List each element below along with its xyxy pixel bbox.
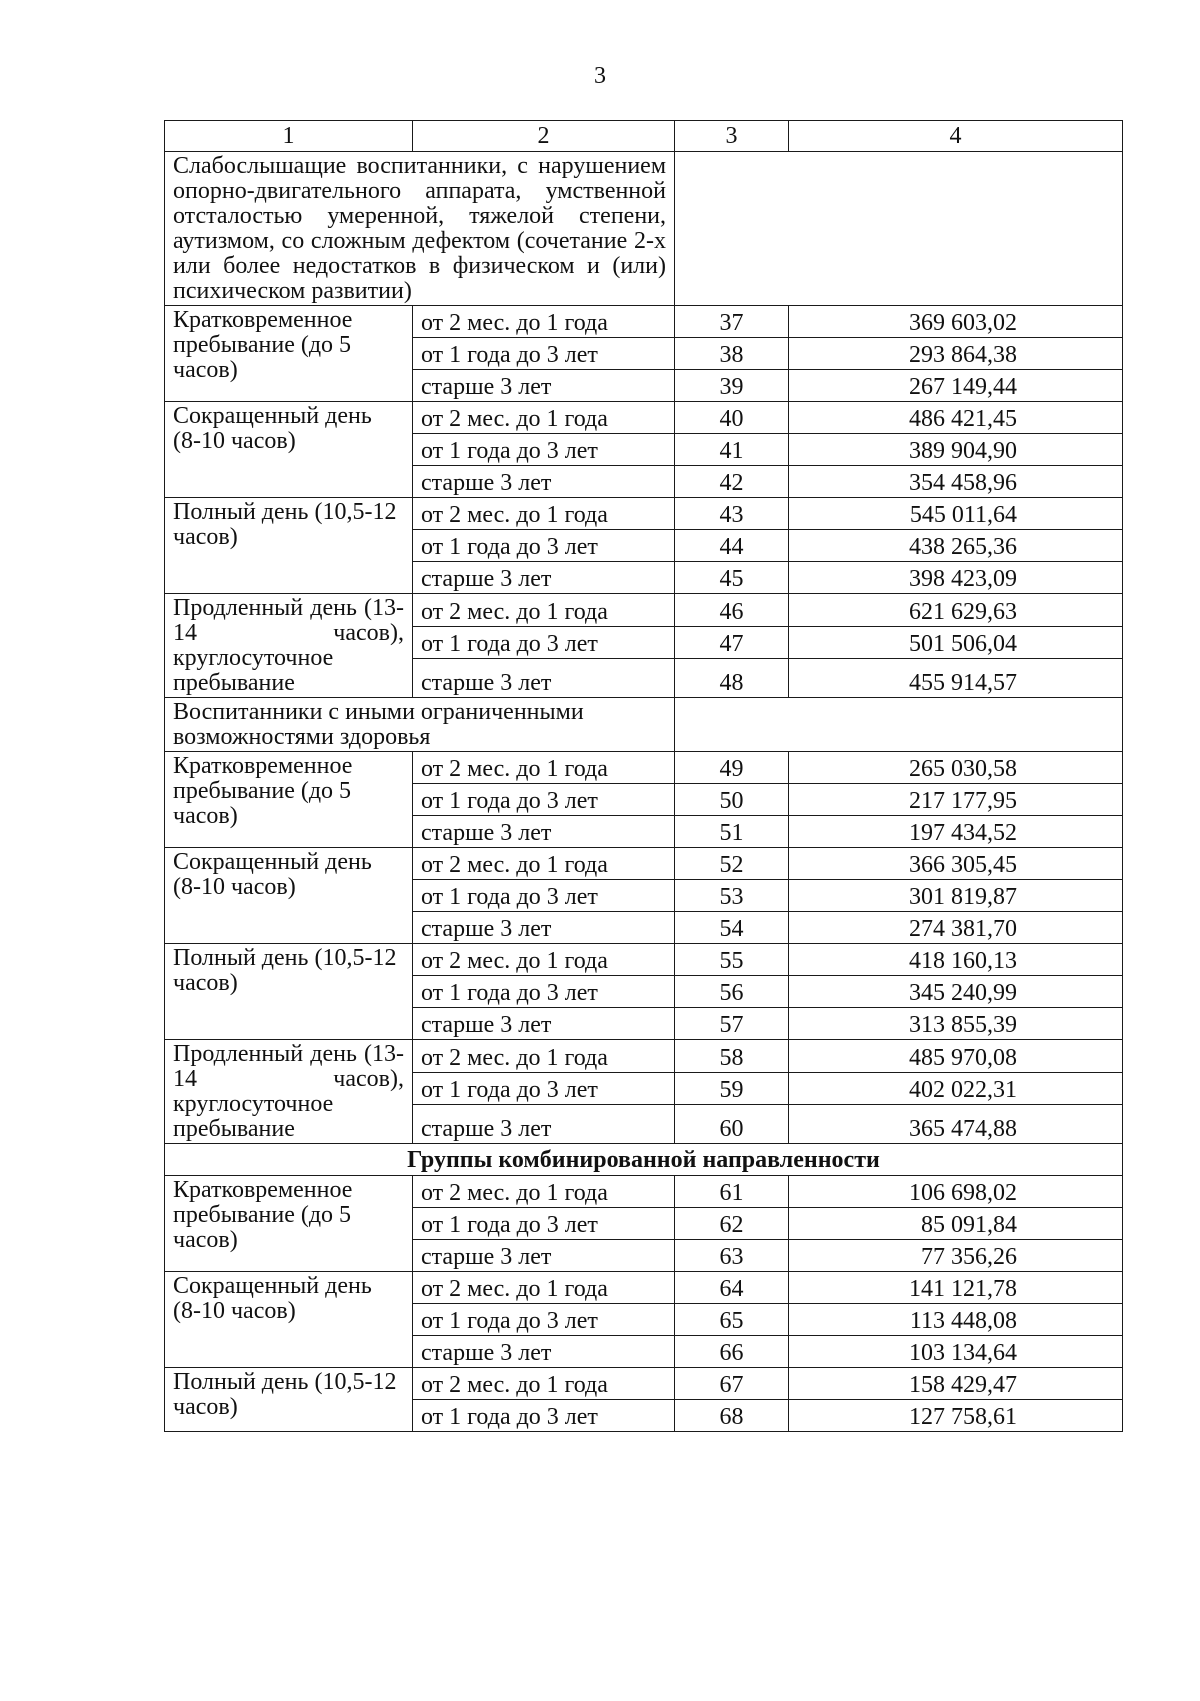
table-row	[165, 944, 1123, 976]
code-cell: 62	[675, 1208, 789, 1240]
mode-cell: Сокращенный день (8-10 часов)	[165, 848, 413, 944]
page-number: 3	[594, 63, 606, 89]
column-header: 3	[675, 121, 789, 152]
age-cell: от 1 года до 3 лет	[413, 1208, 675, 1240]
section-title: Группы комбинированной направленности	[165, 1144, 1123, 1176]
value-cell: 354 458,96	[789, 466, 1123, 498]
value-cell: 438 265,36	[789, 530, 1123, 562]
value-cell: 545 011,64	[789, 498, 1123, 530]
value-cell: 217 177,95	[789, 784, 1123, 816]
age-cell: от 1 года до 3 лет	[413, 1400, 675, 1432]
value-cell: 158 429,47	[789, 1368, 1123, 1400]
code-cell: 53	[675, 880, 789, 912]
value-cell: 501 506,04	[789, 626, 1123, 659]
age-cell: от 1 года до 3 лет	[413, 626, 675, 659]
age-cell: от 1 года до 3 лет	[413, 976, 675, 1008]
age-cell: старше 3 лет	[413, 659, 675, 698]
code-cell: 52	[675, 848, 789, 880]
code-cell: 67	[675, 1368, 789, 1400]
age-cell: старше 3 лет	[413, 370, 675, 402]
age-cell: старше 3 лет	[413, 1240, 675, 1272]
column-header: 2	[413, 121, 675, 152]
age-cell: старше 3 лет	[413, 1105, 675, 1144]
mode-cell: Кратковременное пребывание (до 5 часов)	[165, 306, 413, 402]
age-cell: от 2 мес. до 1 года	[413, 1040, 675, 1073]
age-cell: от 1 года до 3 лет	[413, 434, 675, 466]
table-row	[165, 1176, 1123, 1208]
age-cell: старше 3 лет	[413, 466, 675, 498]
code-cell: 58	[675, 1040, 789, 1073]
age-cell: старше 3 лет	[413, 912, 675, 944]
value-cell: 85 091,84	[789, 1208, 1123, 1240]
value-cell: 485 970,08	[789, 1040, 1123, 1073]
age-cell: от 1 года до 3 лет	[413, 1304, 675, 1336]
section-row	[165, 152, 1123, 306]
value-cell: 113 448,08	[789, 1304, 1123, 1336]
age-cell: старше 3 лет	[413, 816, 675, 848]
age-cell: от 1 года до 3 лет	[413, 530, 675, 562]
table-row	[165, 306, 1123, 338]
value-cell: 389 904,90	[789, 434, 1123, 466]
code-cell: 63	[675, 1240, 789, 1272]
value-cell: 265 030,58	[789, 752, 1123, 784]
age-cell: от 2 мес. до 1 года	[413, 594, 675, 627]
table-row	[165, 1368, 1123, 1400]
age-cell: от 1 года до 3 лет	[413, 338, 675, 370]
empty-cell	[675, 698, 1123, 752]
age-cell: от 1 года до 3 лет	[413, 784, 675, 816]
code-cell: 66	[675, 1336, 789, 1368]
age-cell: от 2 мес. до 1 года	[413, 498, 675, 530]
table-row	[165, 1272, 1123, 1304]
code-cell: 45	[675, 562, 789, 594]
age-cell: от 2 мес. до 1 года	[413, 752, 675, 784]
mode-cell: Продленный день (13-14 часов), круглосуточное пребывание	[165, 1040, 413, 1144]
value-cell: 398 423,09	[789, 562, 1123, 594]
value-cell: 103 134,64	[789, 1336, 1123, 1368]
value-cell: 77 356,26	[789, 1240, 1123, 1272]
section-title: Воспитанники с иными ограниченными возможностями здоровья	[165, 698, 675, 752]
section-row	[165, 698, 1123, 752]
value-cell: 313 855,39	[789, 1008, 1123, 1040]
value-cell: 127 758,61	[789, 1400, 1123, 1432]
code-cell: 51	[675, 816, 789, 848]
code-cell: 68	[675, 1400, 789, 1432]
value-cell: 455 914,57	[789, 659, 1123, 698]
value-cell: 621 629,63	[789, 594, 1123, 627]
tariff-table	[164, 120, 1123, 1432]
empty-cell	[675, 152, 1123, 306]
value-cell: 369 603,02	[789, 306, 1123, 338]
table-row	[165, 1040, 1123, 1073]
code-cell: 61	[675, 1176, 789, 1208]
code-cell: 57	[675, 1008, 789, 1040]
mode-cell: Полный день (10,5-12 часов)	[165, 1368, 413, 1432]
age-cell: от 2 мес. до 1 года	[413, 944, 675, 976]
value-cell: 197 434,52	[789, 816, 1123, 848]
age-cell: от 2 мес. до 1 года	[413, 1272, 675, 1304]
header-row	[165, 121, 1123, 152]
age-cell: старше 3 лет	[413, 1008, 675, 1040]
column-header: 1	[165, 121, 413, 152]
code-cell: 40	[675, 402, 789, 434]
age-cell: от 2 мес. до 1 года	[413, 848, 675, 880]
code-cell: 49	[675, 752, 789, 784]
code-cell: 55	[675, 944, 789, 976]
code-cell: 46	[675, 594, 789, 627]
code-cell: 39	[675, 370, 789, 402]
mode-cell: Сокращенный день (8-10 часов)	[165, 402, 413, 498]
table-row	[165, 848, 1123, 880]
mode-cell: Кратковременное пребывание (до 5 часов)	[165, 752, 413, 848]
value-cell: 345 240,99	[789, 976, 1123, 1008]
age-cell: от 2 мес. до 1 года	[413, 1368, 675, 1400]
mode-cell: Полный день (10,5-12 часов)	[165, 498, 413, 594]
value-cell: 106 698,02	[789, 1176, 1123, 1208]
code-cell: 44	[675, 530, 789, 562]
value-cell: 267 149,44	[789, 370, 1123, 402]
code-cell: 41	[675, 434, 789, 466]
code-cell: 42	[675, 466, 789, 498]
mode-cell: Продленный день (13-14 часов), круглосуточное пребывание	[165, 594, 413, 698]
age-cell: от 2 мес. до 1 года	[413, 1176, 675, 1208]
table-row	[165, 402, 1123, 434]
column-header: 4	[789, 121, 1123, 152]
age-cell: старше 3 лет	[413, 562, 675, 594]
code-cell: 56	[675, 976, 789, 1008]
value-cell: 402 022,31	[789, 1072, 1123, 1105]
age-cell: старше 3 лет	[413, 1336, 675, 1368]
value-cell: 486 421,45	[789, 402, 1123, 434]
age-cell: от 2 мес. до 1 года	[413, 306, 675, 338]
mode-cell: Полный день (10,5-12 часов)	[165, 944, 413, 1040]
table-row	[165, 752, 1123, 784]
value-cell: 366 305,45	[789, 848, 1123, 880]
value-cell: 301 819,87	[789, 880, 1123, 912]
code-cell: 47	[675, 626, 789, 659]
table-body	[165, 121, 1123, 1432]
code-cell: 37	[675, 306, 789, 338]
age-cell: от 1 года до 3 лет	[413, 1072, 675, 1105]
code-cell: 64	[675, 1272, 789, 1304]
age-cell: от 2 мес. до 1 года	[413, 402, 675, 434]
table-row	[165, 594, 1123, 627]
mode-cell: Кратковременное пребывание (до 5 часов)	[165, 1176, 413, 1272]
code-cell: 59	[675, 1072, 789, 1105]
code-cell: 43	[675, 498, 789, 530]
age-cell: от 1 года до 3 лет	[413, 880, 675, 912]
table-row	[165, 498, 1123, 530]
value-cell: 274 381,70	[789, 912, 1123, 944]
value-cell: 418 160,13	[789, 944, 1123, 976]
code-cell: 54	[675, 912, 789, 944]
value-cell: 365 474,88	[789, 1105, 1123, 1144]
section-title: Слабослышащие воспитанники, с нарушением опорно-двигательного аппарата, умственной отсталостью умеренной, тяжелой степени, аутизмом, со сложным дефектом (сочетание 2-х или более недостатков в физическом и (или) психическом развитии)	[165, 152, 675, 306]
code-cell: 60	[675, 1105, 789, 1144]
code-cell: 48	[675, 659, 789, 698]
code-cell: 38	[675, 338, 789, 370]
section-row	[165, 1144, 1123, 1176]
value-cell: 141 121,78	[789, 1272, 1123, 1304]
code-cell: 50	[675, 784, 789, 816]
mode-cell: Сокращенный день (8-10 часов)	[165, 1272, 413, 1368]
code-cell: 65	[675, 1304, 789, 1336]
value-cell: 293 864,38	[789, 338, 1123, 370]
